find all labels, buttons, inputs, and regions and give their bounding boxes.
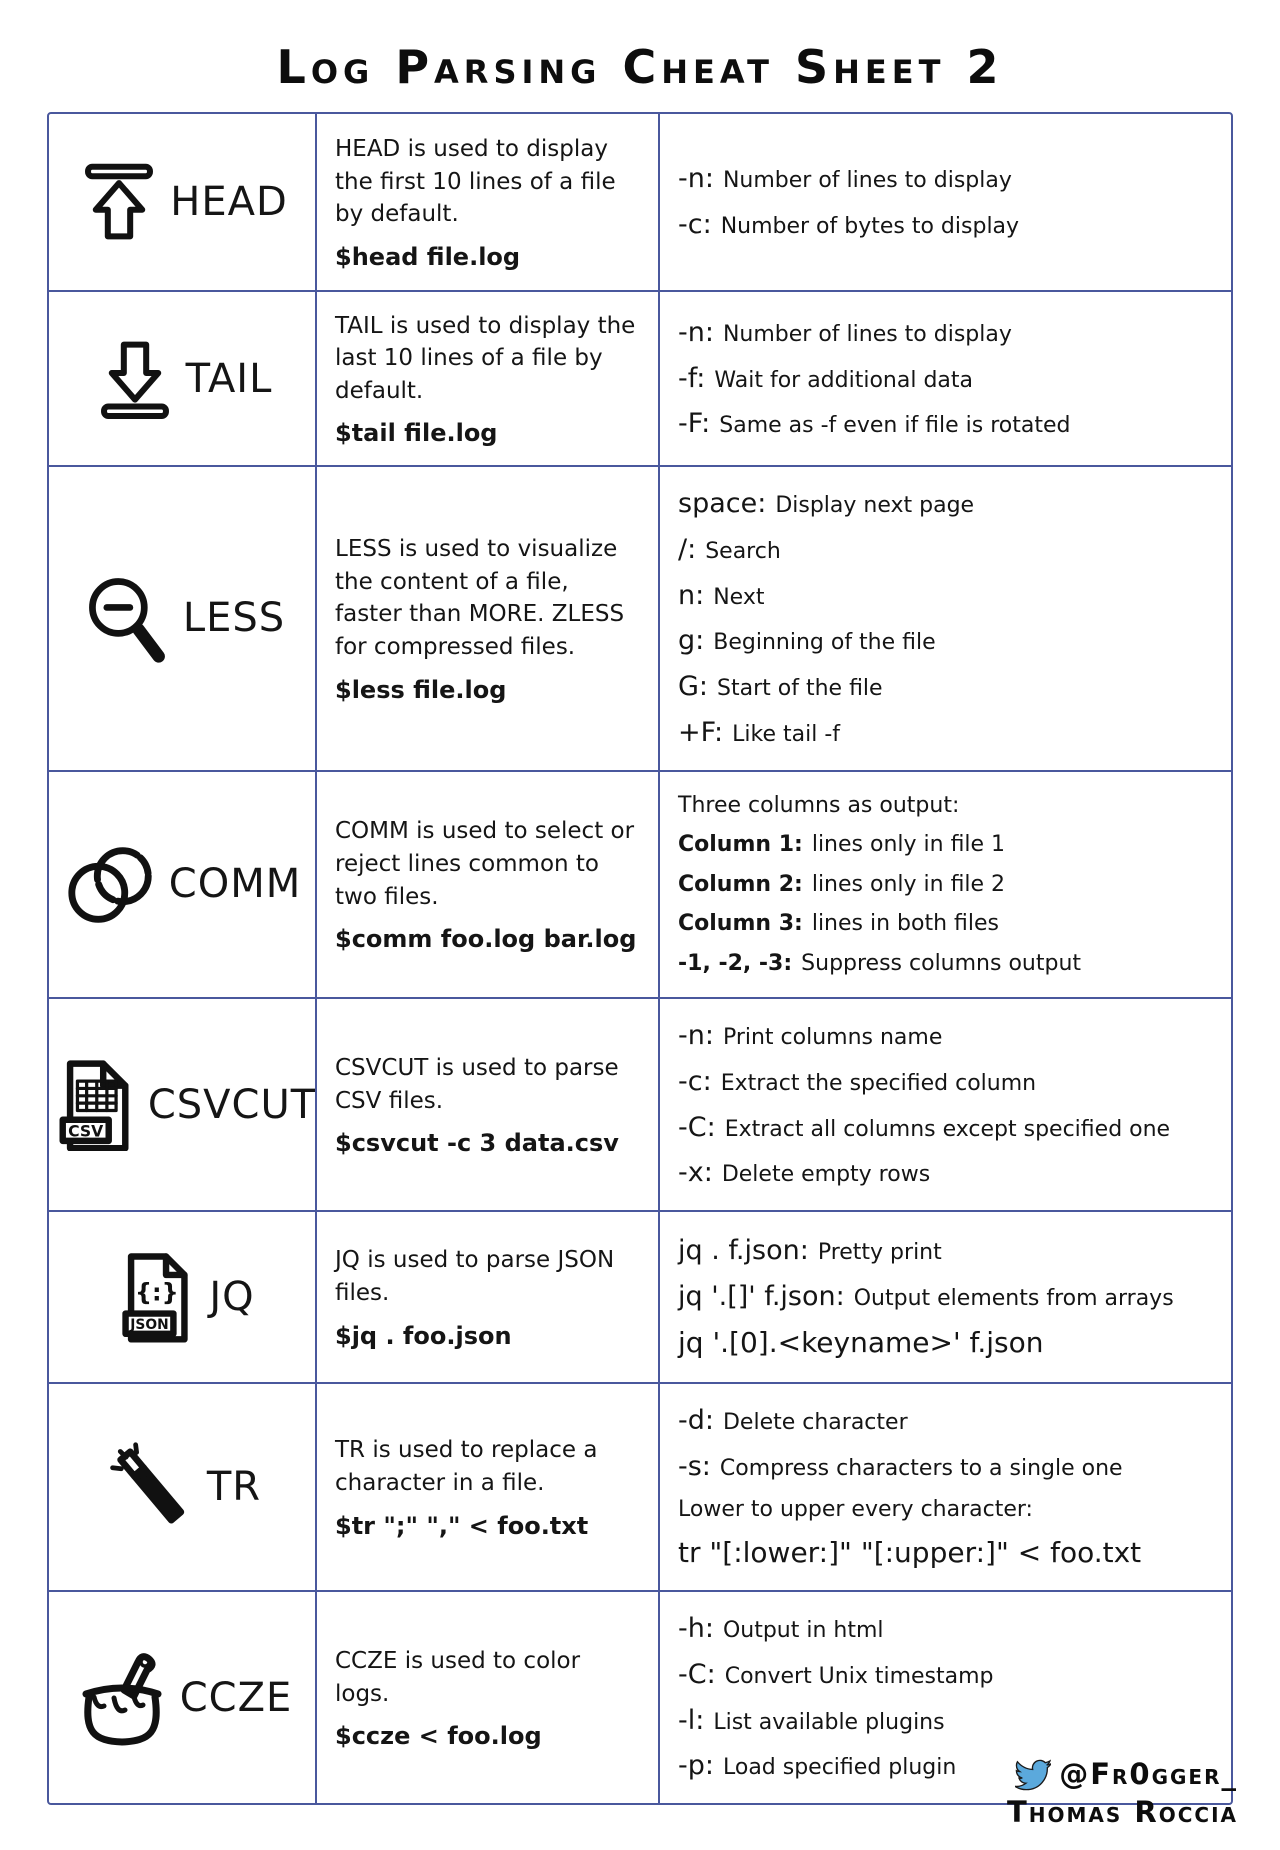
cheatsheet-table: [47, 112, 1233, 1805]
option-text: Like tail -f: [732, 721, 841, 747]
command-name: HEAD: [170, 179, 288, 225]
command-icon-slot: [76, 159, 162, 245]
command-icon-slot: [92, 336, 178, 422]
option-line: [678, 1065, 1212, 1099]
option-line: [678, 910, 1212, 938]
command-cell: [49, 467, 315, 770]
table-row: [49, 290, 1231, 465]
option-text: Pretty print: [817, 1239, 942, 1265]
description-cell: [315, 467, 658, 770]
footer-handle: @Fr0gger_: [1059, 1757, 1238, 1791]
magic-wand-icon: [103, 1439, 199, 1535]
option-key: -f:: [678, 362, 706, 394]
command-cell: [49, 1592, 315, 1803]
option-line: [678, 579, 1212, 613]
option-key: jq . f.json:: [678, 1234, 809, 1266]
option-line: [678, 362, 1212, 396]
option-text: Lower to upper every character:: [678, 1496, 1033, 1522]
option-text: Print columns name: [722, 1025, 943, 1050]
command-icon-slot: [79, 570, 175, 666]
svg-text:JSON: JSON: [130, 1317, 170, 1334]
option-line: [678, 407, 1212, 441]
option-text: Beginning of the file: [713, 630, 936, 656]
option-text: Suppress columns output: [801, 950, 1082, 976]
option-line: [678, 1019, 1212, 1053]
options-cell: [658, 1212, 1230, 1382]
options-cell: [658, 467, 1230, 770]
description-cell: [315, 1212, 658, 1382]
command-example: $head file.log: [335, 242, 521, 271]
option-key: Column 1:: [678, 832, 803, 857]
option-line: [678, 831, 1212, 859]
option-text: Number of lines to display: [722, 168, 1012, 194]
command-icon-slot: [109, 1251, 201, 1343]
option-text: Same as -f even if file is rotated: [719, 413, 1071, 439]
twitter-bird-icon: [1015, 1757, 1051, 1793]
option-key: -h:: [678, 1613, 714, 1644]
command-name: CSVCUT: [147, 1081, 317, 1128]
description-cell: [315, 1592, 658, 1803]
paint-bucket-icon: [72, 1648, 172, 1748]
command-icon-slot: [63, 835, 161, 933]
option-key: -p:: [678, 1750, 714, 1782]
option-line: [678, 871, 1212, 899]
command-example: $tail file.log: [335, 419, 498, 448]
option-line: [678, 950, 1212, 978]
option-line: [678, 316, 1212, 350]
option-text: List available plugins: [713, 1709, 945, 1735]
option-key: -n:: [678, 316, 714, 348]
option-key: space:: [678, 488, 767, 519]
option-key: -c:: [678, 1065, 712, 1097]
command-example: $comm foo.log bar.log: [335, 925, 637, 954]
csv-file-icon: [48, 1059, 140, 1151]
option-key: -C:: [678, 1658, 716, 1690]
option-text: Compress characters to a single one: [719, 1455, 1123, 1481]
table-row: [49, 1210, 1231, 1382]
command-cell: [49, 1212, 315, 1382]
option-text: lines only in file 1: [811, 832, 1006, 857]
option-line: [678, 1704, 1212, 1738]
command-example: $jq . foo.json: [335, 1321, 512, 1350]
svg-text:{:}: {:}: [135, 1278, 180, 1307]
option-key: -C:: [678, 1111, 716, 1143]
option-text: Wait for additional data: [714, 367, 973, 393]
table-row: [49, 997, 1231, 1210]
page-title: Log Parsing Cheat Sheet 2: [276, 40, 1004, 94]
command-name: JQ: [209, 1274, 255, 1320]
option-text: Next: [713, 584, 765, 610]
command-name: COMM: [168, 861, 302, 908]
option-line: [678, 792, 1212, 820]
option-key: n:: [678, 579, 705, 611]
option-line: [678, 1156, 1212, 1190]
command-cell: [49, 292, 315, 465]
option-key: -l:: [678, 1704, 705, 1736]
option-line: [678, 1404, 1212, 1438]
magnifier-minus-icon: [79, 570, 175, 666]
description-cell: [315, 1384, 658, 1590]
options-cell: [658, 1384, 1230, 1590]
options-cell: [658, 114, 1230, 290]
command-example: $tr ";" "," < foo.txt: [335, 1511, 589, 1540]
option-key: -d:: [678, 1405, 714, 1436]
table-row: [49, 465, 1231, 770]
description-cell: [315, 999, 658, 1210]
option-key: +F:: [678, 716, 724, 748]
command-example: $csvcut -c 3 data.csv: [335, 1129, 619, 1158]
option-line: [678, 162, 1212, 196]
command-description: HEAD is used to display the first 10 lines of a file by default.: [335, 136, 616, 228]
command-name: TAIL: [185, 355, 273, 402]
command-cell: [49, 772, 315, 998]
option-key: g:: [678, 625, 705, 657]
command-cell: [49, 1384, 315, 1590]
option-text: Search: [705, 538, 781, 564]
table-row: [49, 114, 1231, 290]
option-line: [678, 1234, 1212, 1268]
option-key: jq '.[]' f.json:: [678, 1280, 845, 1312]
command-name: CCZE: [179, 1674, 293, 1721]
option-text: Delete character: [722, 1410, 908, 1435]
option-text: Load specified plugin: [722, 1755, 957, 1781]
option-key: jq '.[0].<keyname>' f.json: [678, 1326, 1044, 1360]
command-name: LESS: [182, 595, 286, 642]
footer-author: Thomas Roccia: [1006, 1794, 1238, 1829]
option-line: [678, 670, 1212, 704]
option-line: [678, 1450, 1212, 1484]
footer-credit: [1007, 1756, 1238, 1831]
option-line: [678, 1612, 1212, 1646]
option-line: [678, 1658, 1212, 1692]
command-name: TR: [206, 1464, 262, 1510]
command-description: COMM is used to select or reject lines common to two files.: [335, 818, 635, 910]
command-description: JQ is used to parse JSON files.: [335, 1247, 615, 1306]
option-key: -n:: [678, 1020, 714, 1051]
option-text: Extract all columns except specified one: [724, 1116, 1171, 1142]
option-line: [678, 624, 1212, 658]
option-text: Number of bytes to display: [720, 214, 1020, 239]
table-row: [49, 770, 1231, 998]
description-cell: [315, 772, 658, 998]
command-example: $ccze < foo.log: [335, 1722, 542, 1751]
option-text: Convert Unix timestamp: [724, 1663, 994, 1689]
options-cell: [658, 292, 1230, 465]
option-text: lines in both files: [811, 911, 999, 936]
command-cell: [49, 114, 315, 290]
option-text: Start of the file: [717, 676, 883, 701]
option-text: Delete empty rows: [721, 1162, 931, 1188]
option-line: [678, 487, 1212, 521]
option-line: [678, 1111, 1212, 1145]
command-description: CCZE is used to color logs.: [335, 1647, 581, 1707]
option-key: -n:: [678, 163, 714, 195]
option-text: Three columns as output:: [678, 792, 960, 818]
option-text: Extract the specified column: [720, 1070, 1037, 1096]
table-row: [49, 1382, 1231, 1590]
command-description: LESS is used to visualize the content of a file, faster than MORE. ZLESS for compressed files.: [335, 535, 625, 660]
option-line: [678, 1325, 1212, 1360]
option-key: tr "[:lower:]" "[:upper:]" < foo.txt: [678, 1536, 1142, 1569]
option-key: -1, -2, -3:: [678, 950, 793, 976]
command-icon-slot: [48, 1059, 140, 1151]
description-cell: [315, 114, 658, 290]
option-key: /:: [678, 533, 697, 565]
command-description: CSVCUT is used to parse CSV files.: [335, 1054, 619, 1114]
command-icon-slot: [72, 1648, 172, 1748]
command-example: $less file.log: [335, 675, 507, 704]
option-line: [678, 208, 1212, 242]
option-key: -x:: [678, 1157, 713, 1189]
option-line: [678, 533, 1212, 567]
option-line: [678, 716, 1212, 750]
command-description: TR is used to replace a character in a file.: [335, 1437, 598, 1496]
option-key: -F:: [678, 408, 711, 440]
option-key: G:: [678, 671, 709, 702]
option-line: [678, 1280, 1212, 1314]
download-arrow-icon: [92, 336, 178, 422]
upload-arrow-icon: [76, 159, 162, 245]
option-text: lines only in file 2: [811, 871, 1006, 897]
option-key: Column 2:: [678, 871, 803, 897]
svg-text:CSV: CSV: [68, 1120, 104, 1140]
option-text: Display next page: [775, 493, 975, 518]
option-text: Number of lines to display: [722, 321, 1012, 347]
option-key: -s:: [678, 1450, 711, 1482]
option-text: Output in html: [722, 1618, 884, 1643]
json-file-icon: [109, 1251, 201, 1343]
command-cell: [49, 999, 315, 1210]
option-text: Output elements from arrays: [853, 1285, 1174, 1311]
command-description: TAIL is used to display the last 10 lines of a file by default.: [335, 312, 636, 404]
command-icon-slot: [103, 1439, 199, 1535]
option-line: [678, 1535, 1212, 1570]
option-key: -c:: [678, 209, 712, 240]
description-cell: [315, 292, 658, 465]
option-line: [678, 1496, 1212, 1524]
options-cell: [658, 772, 1230, 998]
options-cell: [658, 999, 1230, 1210]
option-key: Column 3:: [678, 911, 803, 936]
venn-circles-icon: [63, 835, 161, 933]
